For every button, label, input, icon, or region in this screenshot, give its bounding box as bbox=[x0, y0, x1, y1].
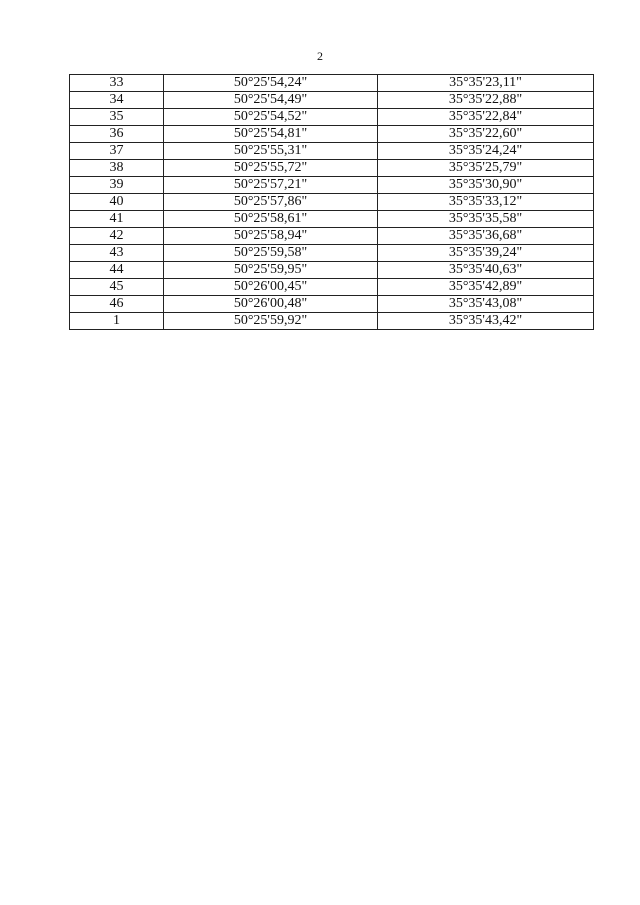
point-number-cell: 38 bbox=[70, 160, 164, 177]
latitude-cell: 50°25'54,24" bbox=[164, 75, 378, 92]
latitude-cell: 50°25'59,92" bbox=[164, 313, 378, 330]
point-number-cell: 41 bbox=[70, 211, 164, 228]
longitude-cell: 35°35'42,89" bbox=[378, 279, 594, 296]
latitude-cell: 50°25'59,95" bbox=[164, 262, 378, 279]
point-number-cell: 34 bbox=[70, 92, 164, 109]
point-number-cell: 43 bbox=[70, 245, 164, 262]
longitude-cell: 35°35'40,63" bbox=[378, 262, 594, 279]
longitude-cell: 35°35'24,24" bbox=[378, 143, 594, 160]
longitude-cell: 35°35'36,68" bbox=[378, 228, 594, 245]
latitude-cell: 50°25'54,49" bbox=[164, 92, 378, 109]
latitude-cell: 50°25'59,58" bbox=[164, 245, 378, 262]
point-number-cell: 35 bbox=[70, 109, 164, 126]
latitude-cell: 50°26'00,48" bbox=[164, 296, 378, 313]
table-row bbox=[70, 279, 594, 296]
table-row bbox=[70, 160, 594, 177]
table-row bbox=[70, 296, 594, 313]
coordinates-table-body bbox=[70, 75, 594, 330]
latitude-cell: 50°25'57,86" bbox=[164, 194, 378, 211]
point-number-cell: 36 bbox=[70, 126, 164, 143]
latitude-cell: 50°25'55,72" bbox=[164, 160, 378, 177]
longitude-cell: 35°35'25,79" bbox=[378, 160, 594, 177]
point-number-cell: 46 bbox=[70, 296, 164, 313]
longitude-cell: 35°35'43,08" bbox=[378, 296, 594, 313]
latitude-cell: 50°25'55,31" bbox=[164, 143, 378, 160]
longitude-cell: 35°35'39,24" bbox=[378, 245, 594, 262]
page-number: 2 bbox=[317, 49, 323, 63]
point-number-cell: 1 bbox=[70, 313, 164, 330]
table-row bbox=[70, 228, 594, 245]
point-number-cell: 45 bbox=[70, 279, 164, 296]
table-row bbox=[70, 262, 594, 279]
point-number-cell: 37 bbox=[70, 143, 164, 160]
table-row bbox=[70, 143, 594, 160]
table-row bbox=[70, 313, 594, 330]
longitude-cell: 35°35'43,42" bbox=[378, 313, 594, 330]
longitude-cell: 35°35'33,12" bbox=[378, 194, 594, 211]
point-number-cell: 40 bbox=[70, 194, 164, 211]
point-number-cell: 44 bbox=[70, 262, 164, 279]
table-row bbox=[70, 177, 594, 194]
table-row bbox=[70, 194, 594, 211]
latitude-cell: 50°26'00,45" bbox=[164, 279, 378, 296]
coordinates-table bbox=[69, 74, 594, 330]
table-row bbox=[70, 211, 594, 228]
longitude-cell: 35°35'35,58" bbox=[378, 211, 594, 228]
table-row bbox=[70, 92, 594, 109]
longitude-cell: 35°35'23,11" bbox=[378, 75, 594, 92]
table-row bbox=[70, 126, 594, 143]
point-number-cell: 42 bbox=[70, 228, 164, 245]
point-number-cell: 33 bbox=[70, 75, 164, 92]
longitude-cell: 35°35'30,90" bbox=[378, 177, 594, 194]
latitude-cell: 50°25'54,52" bbox=[164, 109, 378, 126]
table-row bbox=[70, 245, 594, 262]
latitude-cell: 50°25'58,61" bbox=[164, 211, 378, 228]
longitude-cell: 35°35'22,60" bbox=[378, 126, 594, 143]
table-row bbox=[70, 75, 594, 92]
latitude-cell: 50°25'58,94" bbox=[164, 228, 378, 245]
longitude-cell: 35°35'22,84" bbox=[378, 109, 594, 126]
longitude-cell: 35°35'22,88" bbox=[378, 92, 594, 109]
latitude-cell: 50°25'57,21" bbox=[164, 177, 378, 194]
latitude-cell: 50°25'54,81" bbox=[164, 126, 378, 143]
point-number-cell: 39 bbox=[70, 177, 164, 194]
table-row bbox=[70, 109, 594, 126]
